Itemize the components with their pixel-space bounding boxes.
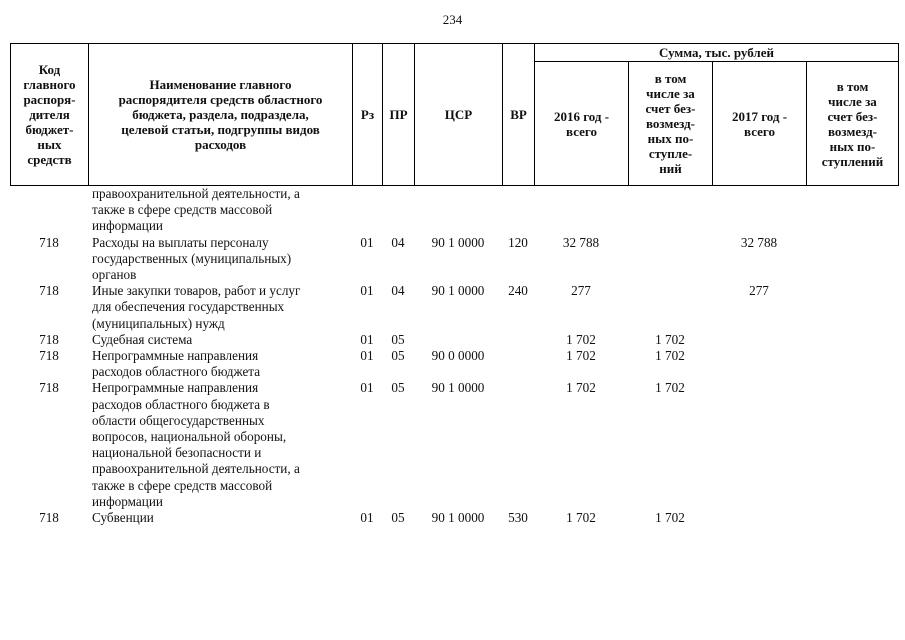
header-2017-grants: в том числе за счет без- возмезд- ных по- ступлений <box>807 62 899 186</box>
row-sum-2016 <box>534 186 628 235</box>
row-rz: 01 <box>360 380 374 396</box>
header-name: Наименование главного распорядителя средств областного бюджета, раздела, подраздела, целевой статьи, подгруппы видов расходов <box>89 44 353 186</box>
table-row <box>10 283 898 332</box>
row-sum-2016: 1 702 <box>566 380 596 396</box>
row-grants-2016: 1 702 <box>655 380 685 396</box>
row-grants-2017 <box>806 283 898 332</box>
header-vr: ВР <box>503 44 535 186</box>
row-name-line: правоохранительной деятельности, а <box>92 461 300 477</box>
row-sum-2017 <box>712 186 806 235</box>
row-name-line: Иные закупки товаров, работ и услуг <box>92 283 301 299</box>
row-grants-2017 <box>806 332 898 348</box>
row-name <box>88 380 352 510</box>
row-sum-2017 <box>712 348 806 380</box>
row-csr: 90 1 0000 <box>431 380 485 396</box>
header-csr: ЦСР <box>415 44 503 186</box>
table-row <box>10 510 898 526</box>
row-grants-2016: 1 702 <box>655 331 685 347</box>
row-code: 718 <box>39 380 59 396</box>
row-csr <box>414 332 502 348</box>
header-pr: ПР <box>383 44 415 186</box>
row-code: 718 <box>39 510 59 526</box>
row-name-line: (муниципальных) нужд <box>92 315 225 331</box>
row-code: 718 <box>39 331 59 347</box>
row-pr: 05 <box>391 510 405 526</box>
row-name-line: области общегосударственных <box>92 412 265 428</box>
row-grants-2016 <box>628 283 712 332</box>
row-name-line: расходов областного бюджета <box>92 364 261 380</box>
page-number: 234 <box>442 12 463 27</box>
row-rz: 01 <box>360 234 374 250</box>
row-grants-2017 <box>806 235 898 284</box>
row-name-line: для обеспечения государственных <box>92 299 285 315</box>
header-2017-total: 2017 год - всего <box>713 62 807 186</box>
row-name-line: национальной безопасности и <box>92 445 262 461</box>
row-rz: 01 <box>360 283 374 299</box>
row-sum-2016: 32 788 <box>562 234 600 250</box>
row-vr <box>502 348 534 380</box>
row-csr <box>414 186 502 235</box>
row-code: 718 <box>39 348 59 364</box>
row-vr <box>502 380 534 510</box>
row-rz: 01 <box>360 348 374 364</box>
row-vr <box>502 186 534 235</box>
row-pr <box>382 186 414 235</box>
row-name-line: вопросов, национальной обороны, <box>92 429 287 445</box>
row-sum-2017 <box>712 380 806 510</box>
row-code: 718 <box>39 234 59 250</box>
row-vr: 120 <box>508 234 528 250</box>
row-name-line: Субвенции <box>92 510 154 526</box>
row-name-line: также в сфере средств массовой <box>92 202 273 218</box>
table-row <box>10 332 898 348</box>
row-pr: 04 <box>391 283 405 299</box>
row-sum-2017 <box>712 332 806 348</box>
row-rz: 01 <box>360 331 374 347</box>
table-row <box>10 235 898 284</box>
row-pr: 05 <box>391 380 405 396</box>
row-name <box>88 510 352 526</box>
row-vr: 240 <box>508 283 528 299</box>
row-name <box>88 186 352 235</box>
row-name <box>88 283 352 332</box>
row-name-line: информации <box>92 493 163 509</box>
table-row <box>10 186 898 235</box>
row-name-line: государственных (муниципальных) <box>92 250 292 266</box>
table-row <box>10 348 898 380</box>
row-code <box>10 186 88 235</box>
row-name-line: органов <box>92 267 137 283</box>
table-body <box>10 186 898 526</box>
row-name <box>88 235 352 284</box>
row-sum-2017: 32 788 <box>740 234 778 250</box>
row-sum-2016: 277 <box>571 283 591 299</box>
row-vr <box>502 332 534 348</box>
row-sum-2016: 1 702 <box>566 348 596 364</box>
row-name-line: также в сфере средств массовой <box>92 477 273 493</box>
row-name-line: расходов областного бюджета в <box>92 396 270 412</box>
header-rz: Рз <box>353 44 383 186</box>
row-grants-2017 <box>806 186 898 235</box>
row-grants-2017 <box>806 510 898 526</box>
row-grants-2016 <box>628 235 712 284</box>
row-grants-2016 <box>628 186 712 235</box>
row-sum-2016: 1 702 <box>566 331 596 347</box>
row-sum-2017 <box>712 510 806 526</box>
row-pr: 05 <box>391 348 405 364</box>
row-name <box>88 348 352 380</box>
row-pr: 05 <box>391 331 405 347</box>
row-grants-2017 <box>806 380 898 510</box>
row-rz: 01 <box>360 510 374 526</box>
row-csr: 90 1 0000 <box>431 283 485 299</box>
row-vr: 530 <box>508 510 528 526</box>
table-row <box>10 380 898 510</box>
row-csr: 90 1 0000 <box>431 234 485 250</box>
row-grants-2016: 1 702 <box>655 348 685 364</box>
row-name-line: Судебная система <box>92 331 193 347</box>
row-pr: 04 <box>391 234 405 250</box>
row-csr: 90 1 0000 <box>431 510 485 526</box>
row-name-line: Непрограммные направления <box>92 348 259 364</box>
row-sum-2017: 277 <box>749 283 769 299</box>
row-name-line: Расходы на выплаты персоналу <box>92 234 269 250</box>
row-csr: 90 0 0000 <box>431 348 485 364</box>
header-2016-total: 2016 год - всего <box>535 62 629 186</box>
row-name-line: Непрограммные направления <box>92 380 259 396</box>
row-name <box>88 332 352 348</box>
row-grants-2016: 1 702 <box>655 510 685 526</box>
row-rz <box>352 186 382 235</box>
row-name-line: информации <box>92 218 163 234</box>
row-code: 718 <box>39 283 59 299</box>
row-grants-2017 <box>806 348 898 380</box>
header-sum-group: Сумма, тыс. рублей <box>535 44 899 62</box>
table-header <box>10 43 899 186</box>
header-2016-grants: в том числе за счет без- возмезд- ных по- ступле- ний <box>629 62 713 186</box>
header-code: Код главного распоря- дителя бюджет- ных средств <box>11 44 89 186</box>
row-name-line: правоохранительной деятельности, а <box>92 186 300 201</box>
row-sum-2016: 1 702 <box>566 510 596 526</box>
